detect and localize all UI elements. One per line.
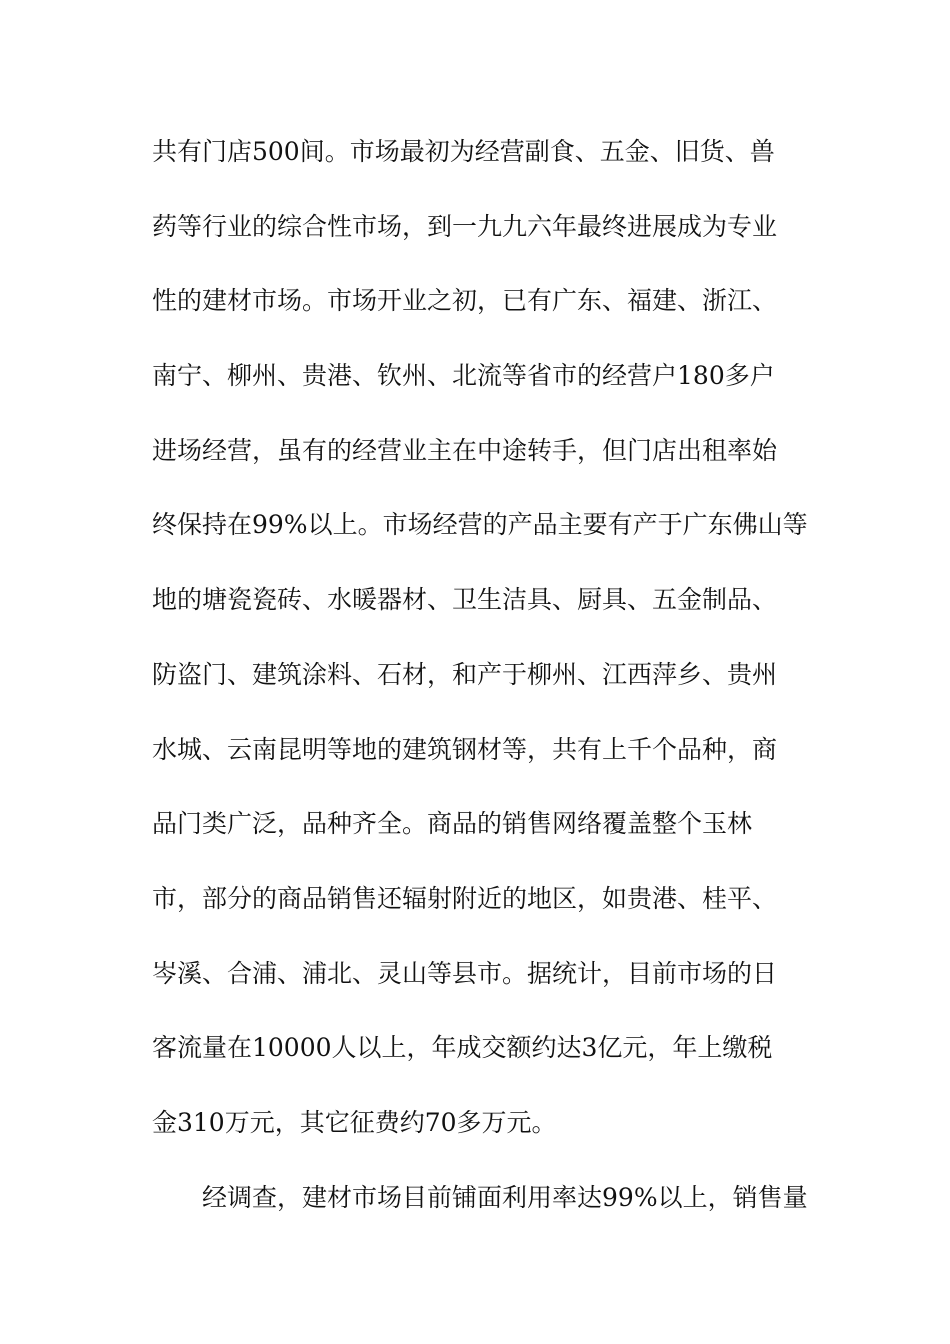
text-line: 进场经营，虽有的经营业主在中途转手，但门店出租率始 <box>152 435 778 465</box>
text-line: 市，部分的商品销售还辐射附近的地区，如贵港、桂平、 <box>152 883 778 913</box>
text-line: 金310万元，其它征费约70多万元。 <box>152 1107 557 1137</box>
text-line: 性的建材市场。市场开业之初，已有广东、福建、浙江、 <box>152 286 778 316</box>
text-line: 终保持在99%以上。市场经营的产品主要有产于广东佛山等 <box>152 510 808 540</box>
paragraph-start-line: 经调查，建材市场目前铺面利用率达99%以上，销售量 <box>202 1182 808 1212</box>
text-line: 共有门店500间。市场最初为经营副食、五金、旧货、兽 <box>152 137 775 166</box>
text-line: 南宁、柳州、贵港、钦州、北流等省市的经营户180多户 <box>152 361 775 391</box>
text-line: 岑溪、合浦、浦北、灵山等县市。据统计，目前市场的日 <box>152 958 778 988</box>
text-line: 地的塘瓷瓷砖、水暖器材、卫生洁具、厨具、五金制品、 <box>152 585 778 615</box>
text-line: 防盗门、建筑涂料、石材，和产于柳州、江西萍乡、贵州 <box>152 659 778 689</box>
text-line: 客流量在10000人以上，年成交额约达3亿元，年上缴税 <box>152 1033 773 1063</box>
body-text <box>152 132 832 1252</box>
text-line: 药等行业的综合性市场，到一九九六年最终进展成为专业 <box>152 211 778 241</box>
text-line: 水城、云南昆明等地的建筑钢材等，共有上千个品种，商 <box>152 734 778 764</box>
text-line: 品门类广泛，品种齐全。商品的销售网络覆盖整个玉林 <box>152 809 753 839</box>
